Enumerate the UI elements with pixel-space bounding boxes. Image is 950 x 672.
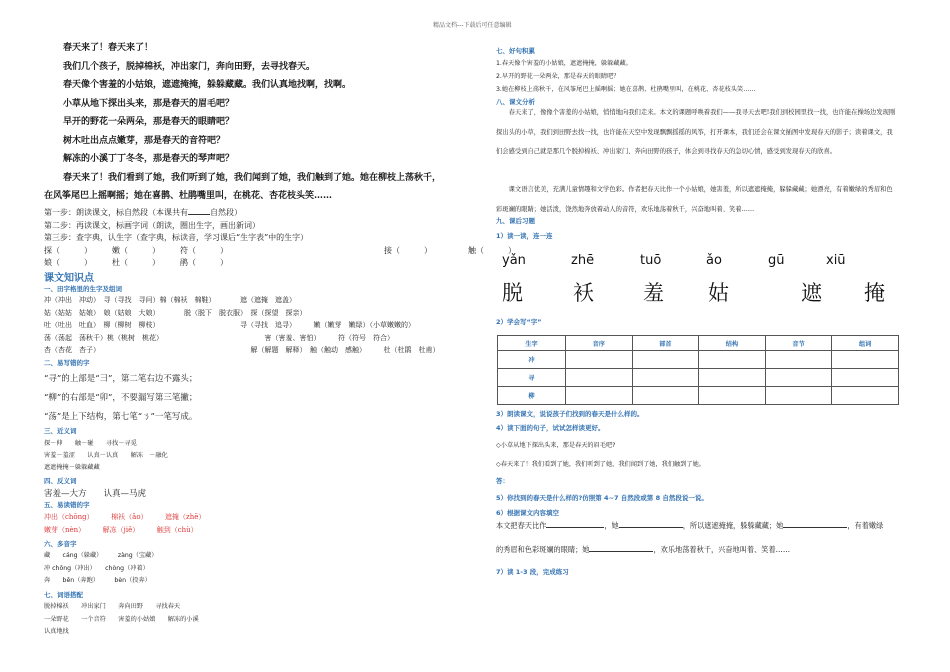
poem-line: 我们几个孩子，脱掉棉袄，冲出家门，奔向田野，去寻找春天。 bbox=[63, 61, 316, 72]
word-nen: 嫩芽（nèn） bbox=[44, 525, 82, 534]
table-cell[interactable] bbox=[699, 387, 766, 405]
q4-sentence: ◇春天来了！我们看到了她，我们听到了她，我们闻到了她，我们触到了她。 bbox=[496, 461, 705, 468]
analysis-paragraph: 春天来了，像像个害羞的小姑娘，悄悄地向我们走来。本文的课题呼唤着我们——我寻天去吧!我们到校园里找一找，也许能在操场边发现刚探出头的小草，我们到田野去找一找，也许能在天空中发现飘飘摇摇的风筝，打开课本，我们还会在课文插图中发现春天的影子；读着课文，我们会感受到自己就是那几个脱掉棉袄、冲出家门、奔向田野的孩子，体会到寻找春天的急切心情，感受到发现春天的欣喜。 bbox=[496, 109, 896, 155]
poem-line: 春天来了！春天来了！ bbox=[63, 43, 154, 53]
section-heading: 二、易写错的字 bbox=[44, 359, 90, 367]
poem-line: 树木吐出点点嫩芽，那是春天的音符吧？ bbox=[63, 135, 226, 146]
question-1: 1）读一读，连一连 bbox=[496, 232, 553, 240]
character-item[interactable]: 遮 bbox=[801, 281, 822, 305]
table-cell[interactable] bbox=[832, 387, 899, 405]
paragraph-count-blank[interactable] bbox=[188, 206, 210, 215]
table-cell[interactable] bbox=[832, 369, 899, 387]
analysis-paragraph: 课文语言优美，充满儿童情趣和文学色彩。作者把春天比作一个小姑娘，她害羞，所以遮遮掩掩，躲躲藏藏；她漂亮，有着嫩绿的秀眉和色彩斑斓的眼睛；她活泼，饶然地奔放着动人的音符，欢乐地荡着秋千，兴奋地叫着、笑着…… bbox=[496, 186, 893, 213]
pronunciation-list bbox=[44, 511, 205, 536]
header-note: 精品文档---下载后可任意编辑 bbox=[433, 22, 512, 29]
word-ao: 棉袄（ǎo） bbox=[111, 513, 145, 521]
knowledge-title: 课文知识点 bbox=[44, 273, 94, 284]
question-5: 5）你找到的春天是什么样的?仿照第 4~7 自然段或第 8 自然段说一说。 bbox=[496, 494, 708, 502]
collocation-line: 脱掉棉袄 冲出家门 奔向田野 寻找春天 bbox=[44, 603, 181, 610]
table-header: 结构 bbox=[699, 336, 766, 351]
vocab-line: 荡（荡起 荡秋千）桃（桃树 桃花） 害（害羞、害怕） 符（符号 符合） bbox=[44, 333, 394, 342]
word-zhe: 遮掩（zhē） bbox=[165, 513, 206, 521]
section-heading: 八、课文分析 bbox=[496, 98, 535, 106]
section-heading: 九、课后习题 bbox=[496, 217, 535, 225]
table-row bbox=[498, 351, 899, 369]
row-label: 柳 bbox=[498, 387, 566, 405]
section-heading: 五、易读错的字 bbox=[44, 501, 90, 509]
table-cell[interactable] bbox=[699, 369, 766, 387]
table-cell[interactable] bbox=[765, 387, 832, 405]
synonym-list bbox=[44, 438, 168, 474]
table-header: 组词 bbox=[832, 336, 899, 351]
easy-mistake-list bbox=[44, 370, 197, 427]
section-heading: 四、反义词 bbox=[44, 477, 77, 485]
character-item[interactable]: 姑 bbox=[708, 281, 729, 305]
character-item[interactable]: 羞 bbox=[643, 281, 664, 305]
table-header: 部首 bbox=[632, 336, 699, 351]
section-heading: 一、田字格里的生字及组词 bbox=[44, 285, 122, 293]
collocation-line: 认真地找 bbox=[44, 628, 69, 635]
word-chu: 触到（chù） bbox=[156, 525, 198, 534]
table-header: 生字 bbox=[498, 336, 566, 351]
poem-line: 小草从地下探出头来，那是春天的眉毛吧？ bbox=[63, 98, 235, 109]
step3-text: 第三步：查字典，认生字（查字典，标读音，学习课后“生字表”中的生字） bbox=[44, 233, 309, 242]
fill-blank[interactable] bbox=[589, 545, 653, 552]
character-row bbox=[498, 277, 898, 303]
collocation-list bbox=[44, 601, 199, 639]
answer-label: 答： bbox=[496, 477, 509, 485]
table-header-row bbox=[498, 336, 899, 351]
character-item[interactable]: 掩 bbox=[864, 281, 885, 305]
table-cell[interactable] bbox=[832, 351, 899, 369]
table-header: 音节 bbox=[765, 336, 832, 351]
section-heading: 三、近义词 bbox=[44, 427, 77, 435]
fill-text: ，所以遮遮掩掩，躲躲藏藏；她 bbox=[682, 521, 784, 530]
question-3: 3）朗读课文，说说孩子们找到的春天是什么样的。 bbox=[496, 410, 644, 418]
polyphone-list bbox=[44, 550, 157, 588]
table-cell[interactable] bbox=[632, 351, 699, 369]
table-cell[interactable] bbox=[566, 387, 633, 405]
pinyin-item[interactable]: xiū bbox=[826, 253, 846, 268]
collocation-line: 一朵野花 一个音符 害羞的小姑娘 解冻的小溪 bbox=[44, 615, 199, 623]
table-cell[interactable] bbox=[632, 369, 699, 387]
word-chong: 冲出（chōng） bbox=[44, 513, 91, 521]
vocab-line: 吐（吐出 吐血） 柳（柳树 柳枝） 寻（寻找 追寻） 嫩（嫩芽 嫩绿）（小草嫩嫩的） bbox=[44, 321, 415, 329]
fill-text: 的秀眉和色彩斑斓的眼睛；她 bbox=[496, 545, 590, 554]
fill-blank[interactable] bbox=[619, 521, 683, 528]
synonym-line: 探－伸 触－碰 寻找－寻觅 bbox=[44, 440, 137, 447]
pinyin-item[interactable]: gū bbox=[768, 253, 785, 268]
section-heading: 七、词语搭配 bbox=[44, 591, 83, 599]
row-label: 寻 bbox=[498, 369, 566, 387]
fill-text: ，有着嫩绿 bbox=[847, 521, 884, 530]
word-jie: 解冻（jiě） bbox=[102, 525, 136, 534]
fill-blank-line bbox=[496, 521, 883, 531]
character-item[interactable]: 袄 bbox=[573, 281, 594, 305]
fill-blank[interactable] bbox=[783, 521, 847, 528]
poem-line: 春天来了！我们看到了她，我们听到了她，我们闻到了她，我们触到了她。她在柳枝上荡秋千， bbox=[63, 172, 442, 183]
table-cell[interactable] bbox=[765, 369, 832, 387]
question-7: 7）读 1-3 段，完成练习 bbox=[496, 568, 569, 576]
vocab-list bbox=[44, 294, 440, 357]
table-row bbox=[498, 387, 899, 405]
pinyin-row bbox=[498, 253, 898, 267]
mistake-line: “柳”的右部是“卯”，不要漏写第三笔撇； bbox=[44, 393, 198, 403]
pinyin-item[interactable]: zhē bbox=[571, 253, 595, 268]
vocab-line: 冲（冲出 冲动） 寻（寻找 寻问）棉（棉袄 棉鞋） 遮（遮掩 遮盖） bbox=[44, 296, 296, 304]
table-cell[interactable] bbox=[699, 351, 766, 369]
good-sentence: 2.早开的野花一朵两朵，那是春天的眼睛吧？ bbox=[496, 73, 620, 80]
synonym-line: 遮遮掩掩－躲躲藏藏 bbox=[44, 464, 100, 471]
q4-sentence: ◇小草从地下探出头来，那是春天的眉毛吧? bbox=[496, 442, 616, 449]
vocab-line: 姑（姑姑 姑娘） 娘（姑娘 大娘） 脱（脱下 脱衣服） 探（探望 探亲） bbox=[44, 308, 307, 317]
fill-blank-line bbox=[496, 545, 790, 555]
pinyin-blank-row: 探（ ） 嫩（ ） 符（ ） 接（ ） 触（ ） bbox=[44, 245, 516, 255]
good-sentence: 3.她在柳枝上荡秋千，在风筝尾巴上摇啊摇；她在喜鹊、杜鹃嘴里叫，在桃花、杏花枝头笑…… bbox=[496, 86, 756, 93]
pinyin-item[interactable]: ǎo bbox=[706, 253, 722, 268]
pinyin-item[interactable]: yǎn bbox=[502, 253, 526, 268]
row-label: 冲 bbox=[498, 351, 566, 369]
poem-text bbox=[44, 39, 483, 206]
pinyin-blank-row: 娘（ ） 杜（ ） 鹃（ ） bbox=[44, 258, 228, 267]
synonym-line: 害羞－羞涩 认真－认真 解冻 －融化 bbox=[44, 452, 168, 459]
character-item[interactable]: 脱 bbox=[502, 281, 523, 305]
table-row bbox=[498, 369, 899, 387]
fill-text: ，欢乐地荡着秋千，兴奋地叫着、笑着…… bbox=[653, 545, 791, 554]
question-4: 4）读下面的句子，试试怎样读更好。 bbox=[496, 424, 605, 432]
polyphone-line: 奔 bēn（奔跑） bèn（投奔） bbox=[44, 577, 151, 584]
polyphone-line: 藏 cáng（躲藏） zàng（宝藏） bbox=[44, 552, 158, 559]
character-table bbox=[497, 335, 899, 405]
good-sentence-list bbox=[496, 57, 756, 96]
poem-line: 春天像个害羞的小姑娘，遮遮掩掩，躲躲藏藏。我们认真地找啊，找啊。 bbox=[63, 80, 352, 90]
question-6: 6）根据课文内容填空 bbox=[496, 509, 560, 517]
polyphone-line: 冲 chōng（冲出） chòng（冲着） bbox=[44, 564, 149, 572]
table-cell[interactable] bbox=[566, 369, 633, 387]
section-heading: 七、好句积累 bbox=[496, 47, 535, 55]
fill-text: ，她 bbox=[604, 521, 619, 530]
poem-line: 早开的野花一朵两朵，那是春天的眼睛吧？ bbox=[63, 117, 235, 127]
question-2: 2）学会写“字” bbox=[496, 318, 542, 326]
section-heading: 六、多音字 bbox=[44, 540, 77, 548]
fill-text: 本文把春天比作 bbox=[496, 521, 547, 530]
fill-blank[interactable] bbox=[546, 521, 604, 528]
antonym-line: 害羞—大方 认真—马虎 bbox=[44, 489, 147, 499]
step1-text-end: 自然段） bbox=[210, 208, 242, 217]
poem-line: 在风筝尾巴上摇啊摇；她在喜鹊、杜鹃嘴里叫，在桃花、杏花枝头笑…… bbox=[44, 191, 333, 201]
good-sentence: 1.春天像个害羞的小姑娘，遮遮掩掩，躲躲藏藏。 bbox=[496, 60, 632, 67]
pinyin-item[interactable]: tuō bbox=[640, 253, 662, 268]
mistake-line: “寻”的上部是“彐”，第二笔右边不露头； bbox=[44, 374, 198, 384]
step1-text: 第一步：朗读课文，标自然段（本课共有 bbox=[44, 208, 188, 217]
mistake-line: “荡”是上下结构，第七笔“ㄋ”一笔写成。 bbox=[44, 412, 198, 422]
poem-line: 解冻的小溪丁丁冬冬，那是春天的琴声吧？ bbox=[63, 154, 235, 164]
table-cell[interactable] bbox=[566, 351, 633, 369]
vocab-line: 杏（杏花 杏子） 解（解题 解释） 触（触动 感触） 杜（杜鹃 杜甫） bbox=[44, 346, 440, 354]
table-header: 音序 bbox=[566, 336, 633, 351]
table-cell[interactable] bbox=[765, 351, 832, 369]
step2-text: 第二步：再读课文，标画字词（朗读，圈出生字，画出新词） bbox=[44, 220, 260, 230]
table-cell[interactable] bbox=[632, 387, 699, 405]
